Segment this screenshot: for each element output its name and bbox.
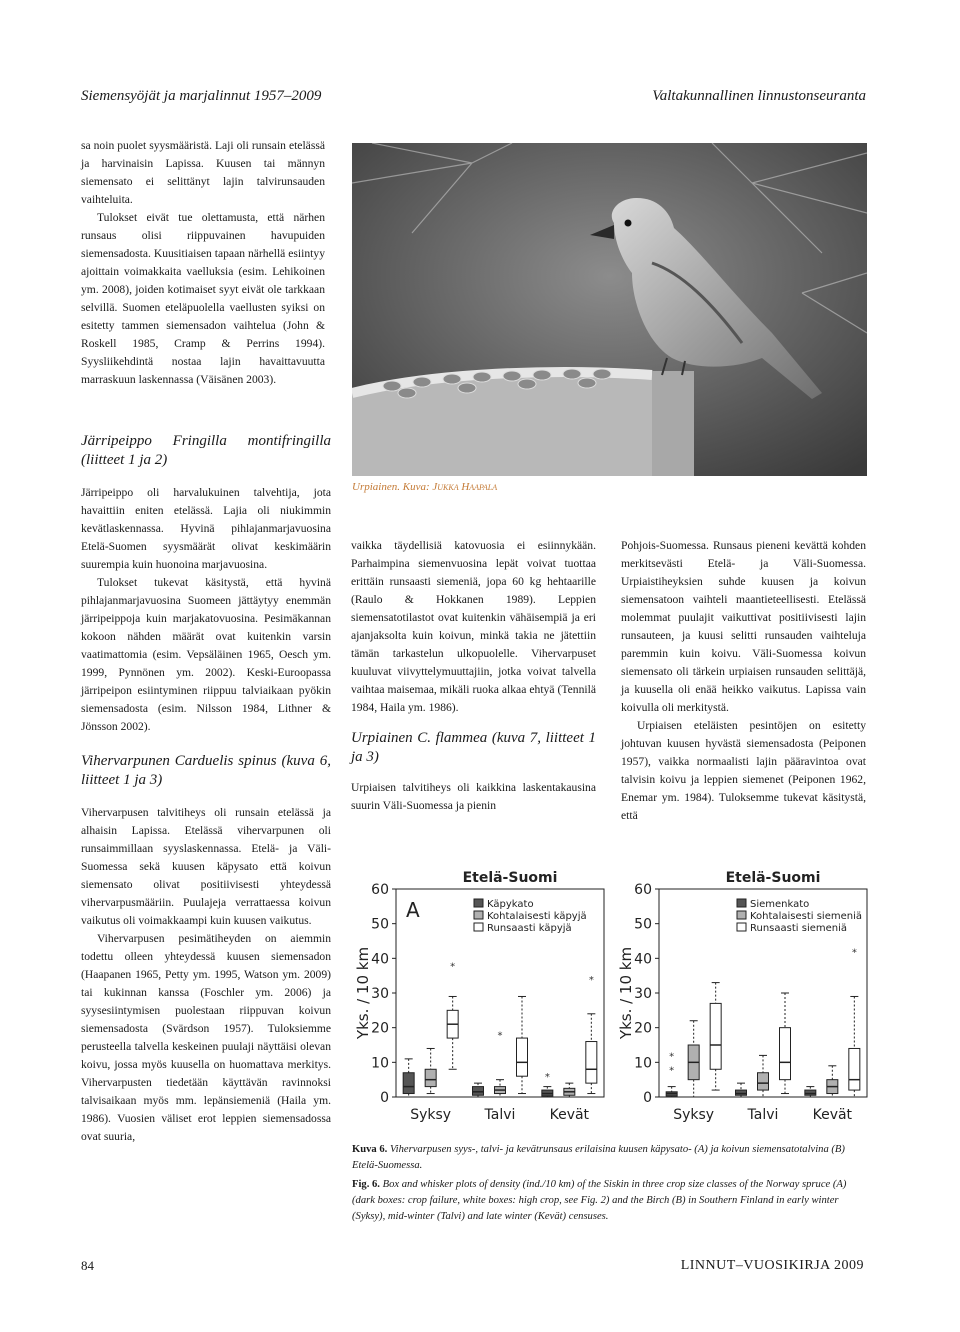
outlier-point: * bbox=[544, 1072, 550, 1084]
paragraph: Tulokset eivät tue olettamusta, että närhen runsaus olisi riippuvainen havupuiden siemensadosta. Kuusitiaisen tapaan närhellä esiintyy ajoittain voimakkaita vaelluksia (esim. Lehikoinen ym. 2008), joiden kotimaiset syyt eivät ole tarkkaan selvillä. Suomen eteläpuolella vaellusten syiksi on esitetty tammen siemensadon vaihtelua (John & Roskell 1985, Cramp & Perrins 1994). Syysliikehdintä nostaa lajin havaittavuutta marraskuun laskennassa (Väisänen 2003). bbox=[81, 211, 325, 386]
y-tick-label: 10 bbox=[634, 1055, 652, 1072]
paragraph: Järripeippo oli harvalukuinen talvehtija, jota havaittiin eniten etelässä. Lajia oli niukimmin kevätlaskennassa. Hyvinä pihlajanmarjavuosina Etelä-Suomen syysmäärät olivat keskimäärin suurempia kuin huonoina marjavuosina. bbox=[81, 486, 331, 571]
paragraph: Vihervarpusen pesimätiheyden on aiemmin todettu olleen yhteydessä kuusen siemensadon (Haapanen 1965, Petty ym. 1995, Watson ym. 2009) tai kukinnan kanssa (Foschler ym. 2006) ja syysesiintymisen puolestaan riippuvan koivun siemensadosta (Svärdson 1957). Tuloksiemme perusteella talvella keskeinen puulaji näyttäisi olevan koivu, jossa myös kuusella on huomattava merkitys. Vihervarpusten tiedetään käyttävän ravinnoksi talvisaikaan myös mm. lepänsiemeniä (Haila ym. 1986). Vuosien väliset erot leppien siemensadossa ovat suuria, bbox=[81, 932, 331, 1143]
figure-caption-fi-label: Kuva 6. bbox=[352, 1144, 388, 1155]
legend-label: Kohtalaisesti käpyjä bbox=[487, 911, 587, 922]
photo-caption-credit-label: Kuva: bbox=[402, 481, 430, 493]
photo-caption bbox=[352, 481, 497, 493]
y-tick-label: 0 bbox=[380, 1090, 389, 1106]
journal-name: LINNUT–VUOSIKIRJA 2009 bbox=[680, 1258, 864, 1273]
box bbox=[517, 1038, 528, 1076]
y-tick-label: 30 bbox=[371, 986, 389, 1002]
paragraph: Vihervarpusen talvitiheys oli runsain etelässä ja alhaisin Lapissa. Etelässä vihervarpunen oli runsaimmillaan syyslaskennassa. Etelä- ja Väli-Suomessa sekä kuusen käpysato että koivun siemensato olivat positiivisesti yhteydessä vihervarpusmääriin. Puulajeja verrattaessa koivun vaikutus oli voimakkaampi kuin kuusen vaikutus. bbox=[81, 806, 331, 927]
box bbox=[425, 1069, 436, 1086]
chart-title: Etelä-Suomi bbox=[725, 870, 821, 886]
paragraph: vaikka täydellisiä katovuosia ei esiinnykään. Parhaimpina siemenvuosina lepät voivat tuottaa erittäin runsaasti siemeniä, jopa 60 kg hehtaarille (Raulo & Hokkanen 1989). Leppien siemensatotilastot ovat kuitenkin vähäisempiä ja eri ajanjaksolta kuin koivun, minkä takia ne jätettiin tämän tarkastelun ulkopuolelle. Vihervarpuset kuuluvat viivyttelymuuttajiin, jotka voivat talvella vaihtaa maisemaa, mikäli ruoka alkaa ehtyä (Tennilä 1984, Haila ym. 1986). bbox=[351, 539, 596, 714]
box bbox=[736, 1090, 747, 1095]
outlier-point: * bbox=[669, 1065, 675, 1077]
panel-label: A bbox=[406, 898, 420, 922]
outlier-point: * bbox=[851, 947, 857, 959]
section-heading-brambling: Järripeippo Fringilla montifringilla (liitteet 1 ja 2) bbox=[81, 433, 331, 468]
box bbox=[849, 1048, 860, 1090]
y-tick-label: 60 bbox=[634, 882, 652, 898]
figure-caption-en-text: Box and whisker plots of density (ind./10 km) of the Siskin in three crop size classes of the Norway spruce (A) (dark boxes: crop failure, white boxes: high crop, see Fig. 2) and the Birch (B) in Southern Finland in early winter (Syksy), mid-winter (Talvi) and late winter (Kevät) censuses. bbox=[352, 1179, 847, 1222]
x-tick-label: Syksy bbox=[673, 1107, 715, 1123]
y-tick-label: 20 bbox=[634, 1020, 652, 1037]
x-tick-label: Kevät bbox=[812, 1107, 853, 1123]
legend-label: Käpykato bbox=[487, 899, 534, 910]
box-plot-a bbox=[352, 865, 614, 1133]
running-header-left: Siemensyöjät ja marjalinnut 1957–2009 bbox=[81, 88, 322, 104]
y-tick-label: 0 bbox=[643, 1090, 652, 1106]
box bbox=[710, 1003, 721, 1069]
y-axis-label: Yks. / 10 km bbox=[354, 946, 372, 1040]
y-tick-label: 20 bbox=[371, 1020, 389, 1037]
photo-caption-species: Urpiainen. bbox=[352, 481, 400, 493]
y-tick-label: 60 bbox=[371, 882, 389, 898]
column-1-top bbox=[81, 137, 325, 389]
x-tick-label: Talvi bbox=[484, 1107, 516, 1123]
figure-caption-en-label: Fig. 6. bbox=[352, 1179, 380, 1190]
outlier-point: * bbox=[497, 1030, 503, 1042]
outlier-point: * bbox=[669, 1051, 675, 1063]
figure-caption-fi-text: Vihervarpusen syys-, talvi- ja kevätrunsaus erilaisina kuusen käpysato- (A) ja koivun siemensatotalvina (B) Etelä-Suomessa. bbox=[352, 1144, 845, 1171]
legend-swatch bbox=[737, 923, 746, 931]
y-tick-label: 30 bbox=[634, 986, 652, 1002]
outlier-point: * bbox=[588, 975, 594, 987]
box bbox=[586, 1042, 597, 1084]
x-tick-label: Syksy bbox=[410, 1107, 452, 1123]
chart-title: Etelä-Suomi bbox=[462, 870, 558, 886]
column-2 bbox=[351, 537, 596, 815]
legend-swatch bbox=[474, 923, 483, 931]
y-axis-label: Yks. / 10 km bbox=[617, 946, 635, 1040]
paragraph: sa noin puolet syysmääristä. Laji oli runsain etelässä ja harvinaisin Lapissa. Kuusen tai männyn siemensato ei selittänyt lajin talvirunsauden vaihteluita. bbox=[81, 139, 325, 206]
paragraph: Pohjois-Suomessa. Runsaus pieneni kevättä kohden merkitsevästi Etelä- ja Väli-Suomessa. Urpiaistiheyksien suhde kuusen ja koivun siemensatoon vaihteli maantieteellisesti. Etelässä molemmat puulajit vaikuttivat positiivisesti lajin runsauteen, ja kuusi selitti runsauden vaihteluja paremmin kuin koivu. Väli-Suomessa koivun siemensato oli tärkein urpiaisen runsauden selittäjä, ja kuusella oli enää heikko vaikutus. Lapissa vain koivulla oli merkitystä. bbox=[621, 539, 866, 714]
box bbox=[758, 1073, 769, 1090]
section-heading-redpoll: Urpiainen C. flammea (kuva 7, liitteet 1 ja 3) bbox=[351, 730, 596, 765]
running-header-right: Valtakunnallinen linnustonseuranta bbox=[652, 88, 866, 104]
box-plot-b bbox=[615, 865, 877, 1133]
box bbox=[780, 1028, 791, 1080]
legend-label: Siemenkato bbox=[750, 899, 810, 910]
box bbox=[473, 1087, 484, 1096]
redpoll-photo bbox=[352, 143, 867, 476]
paragraph: Tulokset tukevat käsitystä, että hyvinä pihlajanmarjavuosina Suomeen jättäytyy enemmän järripeippoja kuin marjakatovuosina. Pesimäkannan kokoon nähden määrät ovat kuitenkin varsin vaatimattomia (esim. Vepsäläinen 1965, Oesch ym. 1999, Pynnönen ym. 2002). Keski-Euroopassa järripeipon esiintyminen riippuu talviaikaan pyökin siemensadosta (esim. Nilsson 1984, Lithner & Jönsson 2002). bbox=[81, 576, 331, 733]
photo-caption-author: Jukka Haapala bbox=[432, 481, 498, 493]
x-tick-label: Talvi bbox=[747, 1107, 779, 1123]
section-heading-siskin: Vihervarpunen Carduelis spinus (kuva 6, liitteet 1 ja 3) bbox=[81, 753, 331, 788]
column-1 bbox=[81, 432, 331, 1146]
box bbox=[805, 1090, 816, 1095]
y-tick-label: 10 bbox=[371, 1055, 389, 1072]
legend-swatch bbox=[474, 899, 483, 907]
y-tick-label: 50 bbox=[371, 916, 389, 933]
y-tick-label: 50 bbox=[634, 916, 652, 933]
legend-label: Runsaasti siemeniä bbox=[750, 923, 848, 934]
outlier-point: * bbox=[450, 961, 456, 973]
figure-caption bbox=[352, 1142, 868, 1228]
legend-label: Kohtalaisesti siemeniä bbox=[750, 911, 862, 922]
paragraph: Urpiaisen talvitiheys oli kaikkina laskentakausina suurin Väli-Suomessa ja pienin bbox=[351, 781, 596, 812]
legend-swatch bbox=[737, 911, 746, 919]
page-number: 84 bbox=[81, 1258, 94, 1273]
box bbox=[403, 1073, 414, 1094]
y-tick-label: 40 bbox=[371, 951, 389, 968]
legend-swatch bbox=[737, 899, 746, 907]
column-3 bbox=[621, 537, 866, 825]
y-tick-label: 40 bbox=[634, 951, 652, 968]
legend-label: Runsaasti käpyjä bbox=[487, 923, 572, 934]
paragraph: Urpiaisen eteläisten pesintöjen on esitetty johtuvan kuusen hyvästä siemensadosta (Peiponen 1957), vaikka normaalisti lajin pääravintoa ovat talvisin koivu ja leppien siemenet (Peiponen 1962, Enemar ym. 1984). Tuloksemme tukevat käsitystä, että bbox=[621, 719, 866, 822]
x-tick-label: Kevät bbox=[549, 1107, 590, 1123]
legend-swatch bbox=[474, 911, 483, 919]
